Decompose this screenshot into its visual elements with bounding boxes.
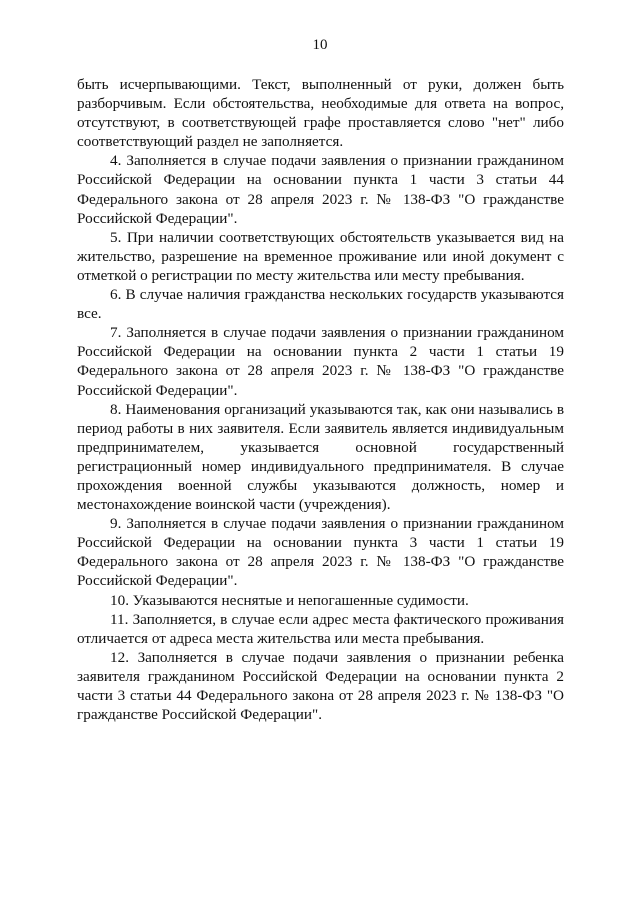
note-item-5: 5. При наличии соответствующих обстоятельств указывается вид на жительство, разрешение на временное проживание или иной документ с отметкой о регистрации по месту жительства или месту пребывания. — [77, 228, 564, 284]
note-item-11: 11. Заполняется, в случае если адрес места фактического проживания отличается от адреса места жительства или места пребывания. — [77, 610, 564, 647]
document-body — [77, 75, 564, 724]
note-item-12: 12. Заполняется в случае подачи заявления о признании ребенка заявителя гражданином Российской Федерации на основании пункта 2 части 3 статьи 44 Федерального закона от 28 апреля 2023 г. № 138-ФЗ "О гражданстве Российской Федерации". — [77, 648, 564, 724]
note-item-10: 10. Указываются неснятые и непогашенные судимости. — [110, 591, 469, 609]
note-item-7: 7. Заполняется в случае подачи заявления о признании гражданином Российской Федерации на основании пункта 2 части 1 статьи 19 Федерального закона от 28 апреля 2023 г. № 138-ФЗ "О гражданстве Российской Федерации". — [77, 324, 564, 399]
note-item-8: 8. Наименования организаций указываются так, как они назывались в период работы в них заявителя. Если заявитель является индивидуальным предпринимателем, указывается основной государственный регистрационный номер индивидуального предпринимателя. В случае прохождения военной службы указываются должность, номер и местонахождение воинской части (учреждения). — [77, 400, 564, 514]
page-number: 10 — [312, 37, 328, 53]
note-item-9: 9. Заполняется в случае подачи заявления о признании гражданином Российской Федерации на основании пункта 3 части 1 статьи 19 Федерального закона от 28 апреля 2023 г. № 138-ФЗ "О гражданстве Российской Федерации". — [77, 515, 564, 590]
note-item-6: 6. В случае наличия гражданства нескольких государств указываются все. — [77, 286, 564, 323]
note-item-4: 4. Заполняется в случае подачи заявления о признании гражданином Российской Федерации на основании пункта 1 части 3 статьи 44 Федерального закона от 28 апреля 2023 г. № 138-ФЗ "О гражданстве Российской Федерации". — [77, 152, 564, 227]
paragraph-continuation: быть исчерпывающими. Текст, выполненный от руки, должен быть разборчивым. Если обстоятельства, необходимые для ответа на вопрос, отсутствуют, в соответствующей графе проставляется слово "нет" либо соответствующий раздел не заполняется. — [77, 76, 564, 151]
